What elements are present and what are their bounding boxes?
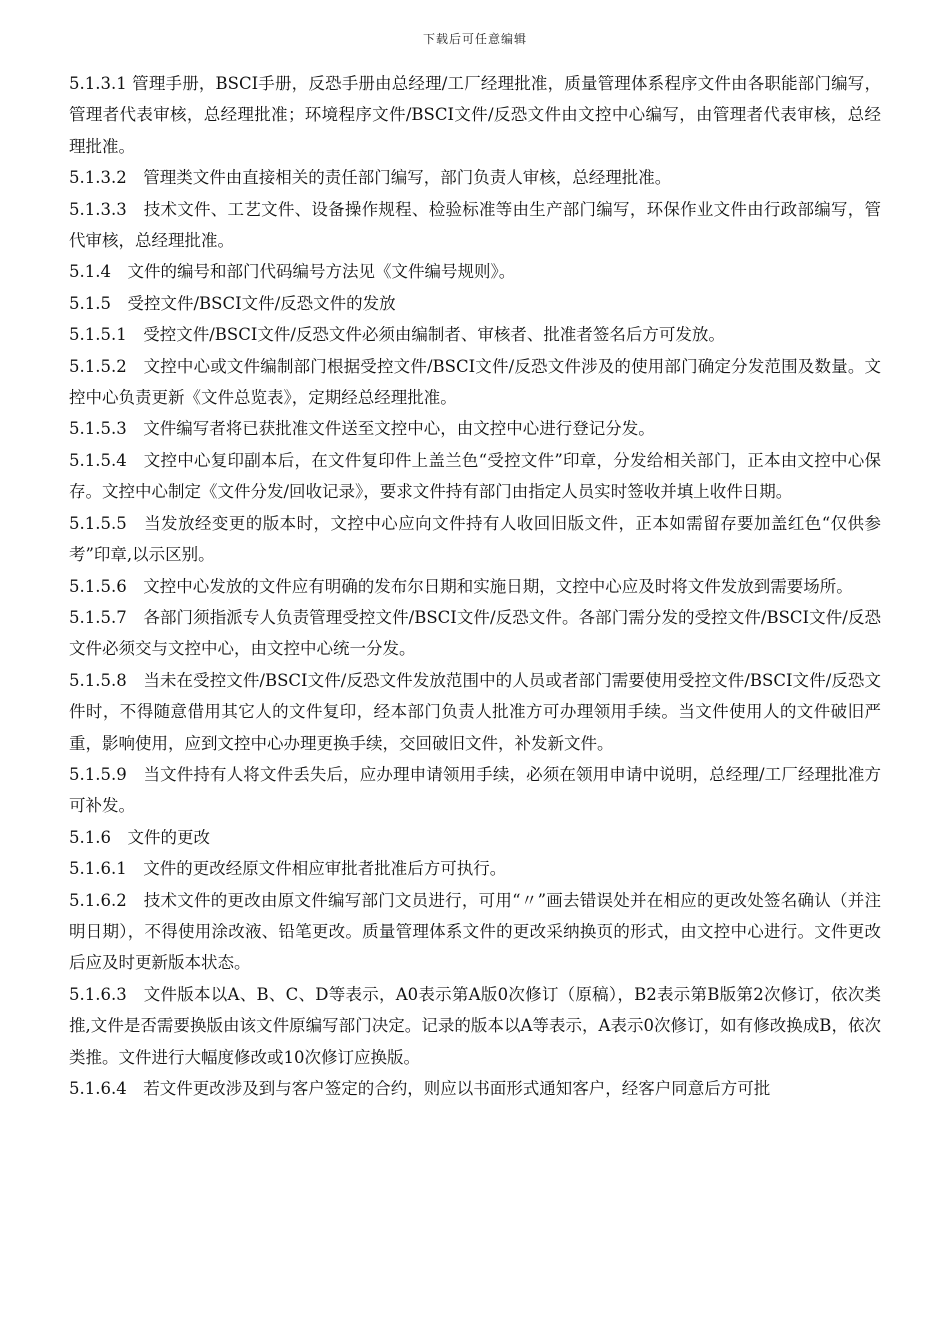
clause-5-1-5-3: 5.1.5.3 文件编写者将已获批准文件送至文控中心，由文控中心进行登记分发。 [69, 419, 655, 439]
clause-5-1-5-heading: 5.1.5 受控文件/BSCI文件/反恐文件的发放 [69, 293, 396, 313]
clause-5-1-6-heading: 5.1.6 文件的更改 [69, 827, 210, 847]
clause-5-1-4: 5.1.4 文件的编号和部门代码编号方法见《文件编号规则》。 [69, 262, 516, 282]
clause-5-1-5-8: 5.1.5.8 当未在受控文件/BSCI文件/反恐文件发放范围中的人员或者部门需要使用受控文件/BSCI文件/反恐文件时，不得随意借用其它人的文件复印，经本部门负责人批准方可办理领用手续。当文件使用人的文件破旧严重，影响使用，应到文控中心办理更换手续，交回破旧文件，补发新文件。 [69, 670, 881, 753]
clause-5-1-3-3: 5.1.3.3 技术文件、工艺文件、设备操作规程、检验标准等由生产部门编写，环保作业文件由行政部编写，管代审核，总经理批准。 [69, 199, 881, 251]
clause-5-1-6-4: 5.1.6.4 若文件更改涉及到与客户签定的合约，则应以书面形式通知客户，经客户同意后方可批 [69, 1079, 771, 1098]
clause-5-1-5-6: 5.1.5.6 文控中心发放的文件应有明确的发布尔日期和实施日期，文控中心应及时将文件发放到需要场所。 [69, 576, 853, 596]
clause-5-1-6-1: 5.1.6.1 文件的更改经原文件相应审批者批准后方可执行。 [69, 859, 507, 879]
page-header-note: 下载后可任意编辑 [422, 32, 527, 46]
clause-5-1-5-1: 5.1.5.1 受控文件/BSCI文件/反恐文件必须由编制者、审核者、批准者签名后方可发放。 [69, 325, 725, 345]
clause-5-1-5-5: 5.1.5.5 当发放经变更的版本时，文控中心应向文件持有人收回旧版文件，正本如需留存要加盖红色“仅供参考”印章,以示区别。 [69, 513, 881, 565]
clause-5-1-6-2: 5.1.6.2 技术文件的更改由原文件编写部门文员进行，可用“〃”画去错误处并在相应的更改处签名确认（并注明日期），不得使用涂改液、铅笔更改。质量管理体系文件的更改采纳换页的形式，由文控中心进行。文件更改后应及时更新版本状态。 [69, 890, 881, 973]
document-body [69, 68, 881, 1104]
clause-5-1-5-2: 5.1.5.2 文控中心或文件编制部门根据受控文件/BSCI文件/反恐文件涉及的使用部门确定分发范围及数量。文控中心负责更新《文件总览表》，定期经总经理批准。 [69, 356, 881, 408]
clause-5-1-5-9: 5.1.5.9 当文件持有人将文件丢失后，应办理申请领用手续，必须在领用申请中说明，总经理/工厂经理批准方可补发。 [69, 764, 881, 816]
clause-5-1-3-2: 5.1.3.2 管理类文件由直接相关的责任部门编写，部门负责人审核，总经理批准。 [69, 168, 672, 188]
clause-5-1-3-1: 5.1.3.1 管理手册，BSCI手册，反恐手册由总经理/工厂经理批准，质量管理体系程序文件由各职能部门编写，管理者代表审核，总经理批准；环境程序文件/BSCI文件/反恐文件由文控中心编写，由管理者代表审核，总经理批准。 [69, 74, 881, 156]
clause-5-1-6-3: 5.1.6.3 文件版本以A、B、C、D等表示，A0表示第A版0次修订（原稿），B2表示第B版第2次修订，依次类推,文件是否需要换版由该文件原编写部门决定。记录的版本以A等表示，A表示0次修订，如有修改换成B，依次类推。文件进行大幅度修改或10次修订应换版。 [69, 984, 881, 1067]
clause-5-1-5-4: 5.1.5.4 文控中心复印副本后，在文件复印件上盖兰色“受控文件”印章，分发给相关部门，正本由文控中心保存。文控中心制定《文件分发/回收记录》，要求文件持有部门由指定人员实时签收并填上收件日期。 [69, 450, 881, 502]
clause-5-1-5-7: 5.1.5.7 各部门须指派专人负责管理受控文件/BSCI文件/反恐文件。各部门需分发的受控文件/BSCI文件/反恐文件必须交与文控中心，由文控中心统一分发。 [69, 607, 881, 659]
